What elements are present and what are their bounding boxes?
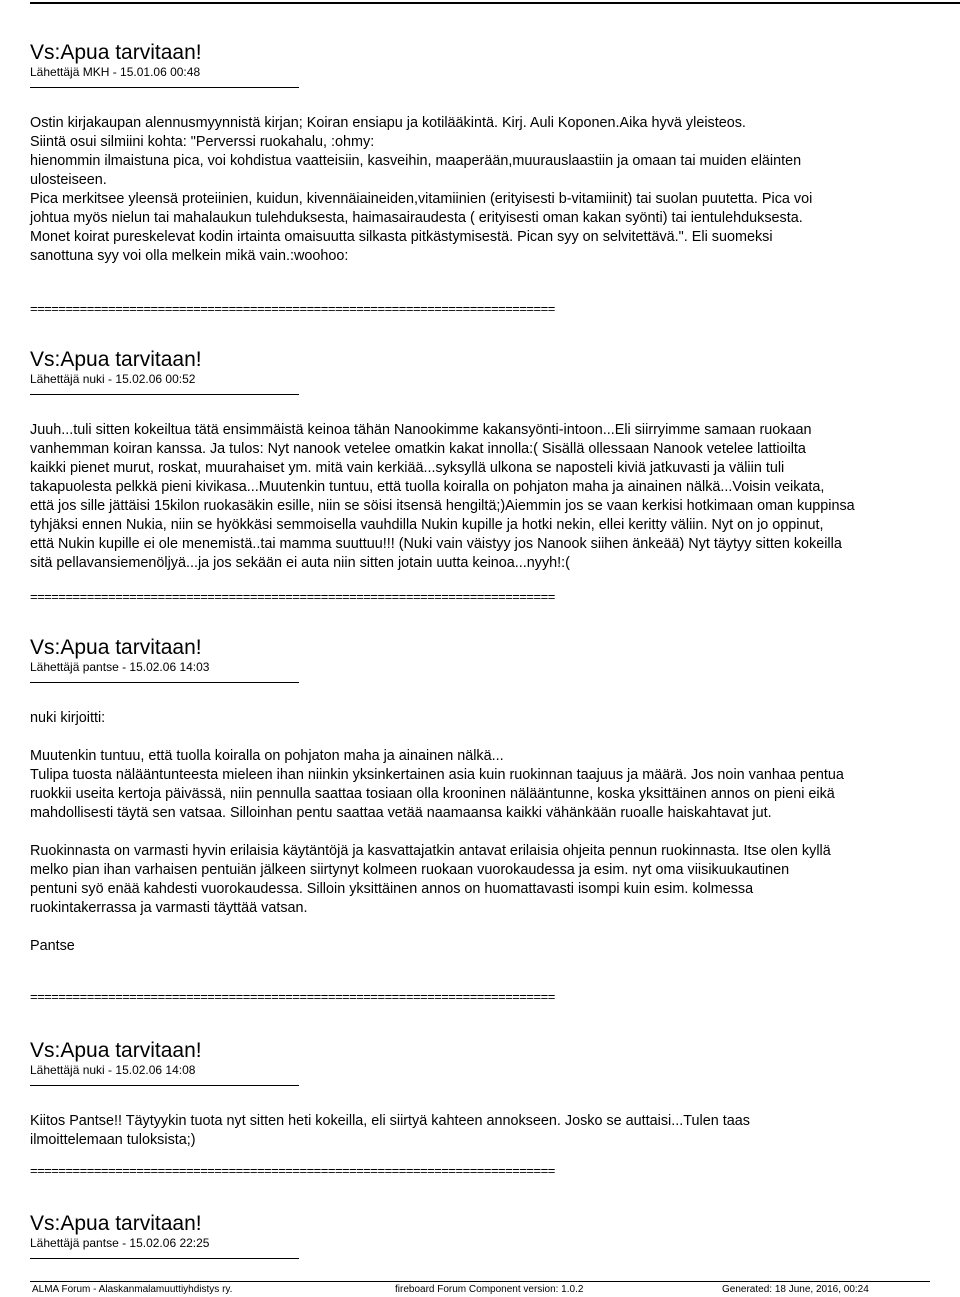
post-title: Vs:Apua tarvitaan!: [30, 348, 202, 371]
forum-post: [30, 41, 960, 88]
post-line: sanottuna syy voi olla melkein mikä vain.:woohoo:: [30, 248, 349, 264]
post-title: Vs:Apua tarvitaan!: [30, 41, 202, 64]
post-author-date: Lähettäjä MKH - 15.01.06 00:48: [30, 65, 201, 79]
post-author-date: Lähettäjä nuki - 15.02.06 00:52: [30, 372, 196, 386]
post-divider: [30, 394, 299, 395]
post-body: [30, 114, 960, 266]
post-line: ruokkii useita kertoja päivässä, niin pennulla saattaa tosiaan olla krooninen nälääntunne, koska yksittäinen annos on pieni eikä: [30, 786, 835, 802]
forum-post: [30, 1212, 960, 1259]
footer-site-name: ALMA Forum - Alaskanmalamuuttiyhdistys ry.: [32, 1284, 233, 1295]
post-line: Kiitos Pantse!! Täytyykin tuota nyt sitten heti kokeilla, eli siirtyä kahteen annokseen. Josko se auttaisi...Tulen taas: [30, 1113, 750, 1129]
footer-rule: [30, 1281, 930, 1282]
post-author-date: Lähettäjä pantse - 15.02.06 14:03: [30, 660, 210, 674]
post-line: tyhjäksi ennen Nukia, niin se hyökkäsi semmoisella vauhdilla Nukin kupille ja hotki nekin, ellei keritty väliin. Nyt on jo oppinut,: [30, 517, 824, 533]
post-divider: [30, 682, 299, 683]
top-rule: [30, 2, 960, 4]
post-line: takapuolesta pelkkä pieni kivikasa...Muutenkin tuntuu, että tuolla koiralla on pohjaton maha ja ainainen nälkä...Voisin veikata,: [30, 479, 825, 495]
post-separator: ==========================================================================: [30, 301, 555, 316]
post-line: pentuni syö enää kahdesti vuorokaudessa. Silloin yksittäinen annos on huomattavasti isompi kuin esim. kolmessa: [30, 881, 754, 897]
footer-generated-date: Generated: 18 June, 2016, 00:24: [722, 1284, 869, 1295]
post-body: [30, 1112, 960, 1150]
post-line: sitä pellavansiemenöljyä...ja jos sekään ei auta niin sitten jotain uutta keinoa...nyyh!:(: [30, 555, 570, 571]
post-line: hienommin ilmaistuna pica, voi kohdistua vaatteisiin, kasveihin, maaperään,muurauslaastiin ja omaan tai muiden eläinten: [30, 153, 802, 169]
post-divider: [30, 1258, 299, 1259]
forum-post: [30, 1039, 960, 1086]
post-line: että Nukin kupille ei ole menemistä..tai mamma suuttuu!!! (Nuki vain väistyy jos Nanook siihen änkeää) Nyt täytyy sitten kokeilla: [30, 536, 842, 552]
post-line: ulosteiseen.: [30, 172, 107, 188]
post-line: Tulipa tuosta nälääntunteesta mieleen ihan niinkin yksinkertainen asia kuin ruokinnan taajuus ja määrä. Jos noin vanhaa pentua: [30, 767, 844, 783]
post-line: että jos sille jättäisi 15kilon ruokasäkin esille, niin se söisi itsensä hengiltä;)Aiemmin jos se vaan kerkisi hotkimaan oman kuppinsa: [30, 498, 855, 514]
post-line: Siintä osui silmiini kohta: "Perverssi ruokahalu, :ohmy:: [30, 134, 375, 150]
forum-post: [30, 348, 960, 395]
post-separator: ==========================================================================: [30, 989, 555, 1004]
post-line: ruokintakerrassa ja varmasti täyttää vatsan.: [30, 900, 308, 916]
post-line: ilmoittelemaan tuloksista;): [30, 1132, 196, 1148]
post-body: [30, 421, 960, 573]
post-title: Vs:Apua tarvitaan!: [30, 1039, 202, 1062]
post-separator: ==========================================================================: [30, 589, 555, 604]
post-line: Ruokinnasta on varmasti hyvin erilaisia käytäntöjä ja kasvattajatkin antavat erilaisia ohjeita pennun ruokinnasta. Itse olen kyllä: [30, 843, 831, 859]
post-body: [30, 747, 960, 956]
post-line: johtua myös nielun tai mahalaukun tulehduksesta, haimasairaudesta ( erityisesti oman kakan syönti) tai ientulehduksesta.: [30, 210, 803, 226]
post-author-date: Lähettäjä pantse - 15.02.06 22:25: [30, 1236, 210, 1250]
post-divider: [30, 1085, 299, 1086]
post-author-date: Lähettäjä nuki - 15.02.06 14:08: [30, 1063, 196, 1077]
post-title: Vs:Apua tarvitaan!: [30, 1212, 202, 1235]
quoted-line: Muutenkin tuntuu, että tuolla koiralla on pohjaton maha ja ainainen nälkä...: [30, 748, 504, 764]
quote-header: nuki kirjoitti:: [30, 710, 106, 726]
post-line: Ostin kirjakaupan alennusmyynnistä kirjan; Koiran ensiapu ja kotilääkintä. Kirj. Auli Koponen.Aika hyvä yleisteos.: [30, 115, 746, 131]
forum-post: [30, 636, 960, 683]
footer-component-version: fireboard Forum Component version: 1.0.2: [395, 1284, 584, 1295]
post-divider: [30, 87, 299, 88]
post-line: Monet koirat pureskelevat kodin irtainta omaisuutta silkasta pitkästymisestä. Pican syy on selvitettävä.". Eli suomeksi: [30, 229, 773, 245]
post-signature: Pantse: [30, 938, 75, 954]
post-line: vanhemman koiran kanssa. Ja tulos: Nyt nanook vetelee omatkin kakat innolla:( Sisällä ollessaan Nanook vetelee lattioilta: [30, 441, 806, 457]
blank-line: [30, 918, 960, 937]
post-separator: ==========================================================================: [30, 1163, 555, 1178]
post-title: Vs:Apua tarvitaan!: [30, 636, 202, 659]
post-line: Pica merkitsee yleensä proteiinien, kuidun, kivennäiaineiden,vitamiinien (erityisesti b-vitamiinit) tai suolan puutetta. Pica voi: [30, 191, 813, 207]
post-line: kaikki pienet murut, roskat, muurahaiset ym. mitä vain kerkiää...syksyllä ulkona se naposteli kiviä jatkuvasti ja väliin tuli: [30, 460, 785, 476]
post-line: melko pian ihan varhaisen pentuiän jälkeen siirtynyt kolmeen ruokaan vuorokaudessa ja esim. nyt oma viisikuukautinen: [30, 862, 790, 878]
blank-line: [30, 823, 960, 842]
post-line: Juuh...tuli sitten kokeiltua tätä ensimmäistä keinoa tähän Nanookimme kakansyönti-intoon...Eli siirryimme samaan ruokaan: [30, 422, 812, 438]
post-line: mahdollisesti täytä sen vatsaa. Silloinhan pentu saattaa vetää naamaansa kaikki vähänkään ruoalle haiskahtavat jut.: [30, 805, 772, 821]
